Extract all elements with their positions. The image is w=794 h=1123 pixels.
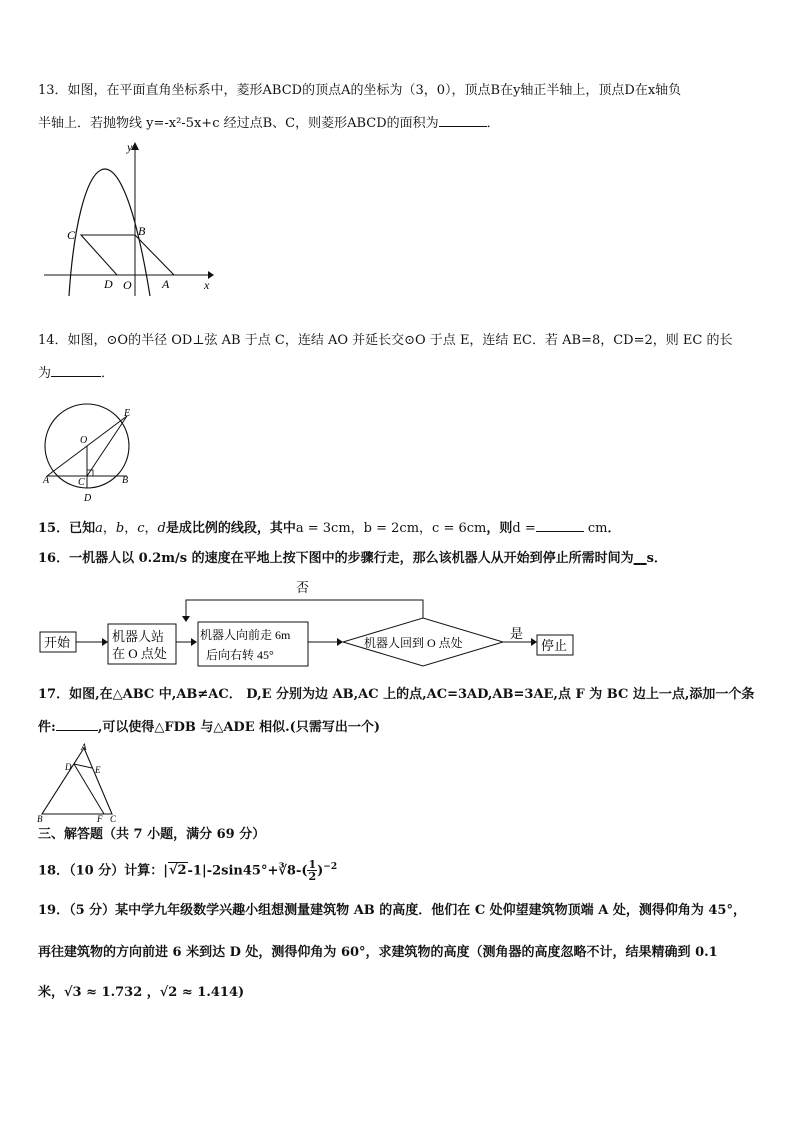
q15-text-1: 15．已知 bbox=[38, 521, 96, 536]
flow-box-2-line1: 机器人向前走 6m bbox=[200, 628, 291, 642]
q18-line bbox=[38, 852, 337, 882]
q16-answer-blank: __ bbox=[633, 551, 647, 566]
flow-no-label: 否 bbox=[296, 580, 310, 595]
flow-box-1-line2: 在 O 点处 bbox=[112, 646, 167, 661]
q13-answer-blank bbox=[439, 114, 487, 127]
section-3-heading: 三、解答题（共 7 小题，满分 69 分） bbox=[38, 827, 266, 842]
q17-label-e: E bbox=[95, 765, 101, 775]
q17-line2-text: ,可以使得△FDB 与△ADE 相似.(只需写出一个) bbox=[97, 720, 380, 735]
q17-label-c: C bbox=[110, 814, 117, 824]
q13-line2-end: ． bbox=[486, 116, 500, 131]
q17-answer-blank bbox=[56, 718, 98, 731]
q13-figure bbox=[38, 138, 218, 298]
q15-end: ． bbox=[607, 521, 621, 536]
q18-text-1: 18．（10 分）计算：| bbox=[38, 863, 168, 879]
q13-label-x: x bbox=[204, 278, 210, 292]
q15-sep-1: ， bbox=[102, 521, 116, 536]
q19-line2: 再往建筑物的方向前进 6 米到达 D 处，测得仰角为 60°，求建筑物的高度（测角器的高度忽略不计，结果精确到 0.1 bbox=[38, 945, 718, 960]
q15-eq-c: c = 6cm bbox=[432, 521, 487, 536]
q17-line2-start: 件: bbox=[38, 720, 56, 735]
q15-sep-2: ， bbox=[124, 521, 138, 536]
q15-line bbox=[38, 519, 621, 538]
q15-sep-5: ， bbox=[419, 521, 433, 536]
q14-label-d: D bbox=[84, 493, 92, 504]
q13-label-a: A bbox=[162, 277, 170, 291]
q16-text: 16．一机器人以 0.2m/s 的速度在平地上按下图中的步骤行走，那么该机器人从开始到停止所需时间为 bbox=[38, 551, 634, 566]
q19-line3: 米，√3 ≈ 1.732 ，√2 ≈ 1.414) bbox=[38, 985, 245, 1000]
q18-fraction bbox=[307, 859, 317, 882]
q14-answer-blank bbox=[51, 364, 101, 377]
q13-line1: 13．如图，在平面直角坐标系中，菱形ABCD的顶点A的坐标为（3，0），顶点B在y轴正半轴上，顶点D在x轴负 bbox=[38, 83, 682, 98]
q15-text-3: ，则 bbox=[486, 521, 513, 536]
q14-line2-text: 为 bbox=[38, 366, 52, 381]
q15-unit: cm bbox=[587, 521, 608, 536]
q15-text-2: 是成比例的线段，其中 bbox=[165, 521, 296, 536]
q16-unit: s． bbox=[646, 551, 667, 566]
flow-start-label: 开始 bbox=[44, 635, 71, 650]
q19-line1: 19．（5 分）某中学九年级数学兴趣小组想测量建筑物 AB 的高度．他们在 C 处仰望建筑物顶端 A 处，测得仰角为 45°， bbox=[38, 903, 746, 918]
q13-label-o: O bbox=[123, 278, 132, 292]
q18-frac-num: 1 bbox=[308, 858, 317, 872]
q17-line2 bbox=[38, 718, 380, 737]
q15-var-a: a bbox=[95, 521, 103, 536]
q13-label-c: C bbox=[67, 228, 76, 242]
q17-label-a: A bbox=[81, 742, 87, 752]
q15-eq-a: a = 3cm bbox=[295, 521, 351, 536]
q18-text-4: ) bbox=[317, 863, 324, 879]
q15-var-b: b bbox=[115, 521, 125, 536]
q18-text-3: -( bbox=[295, 863, 308, 879]
q17-label-b: B bbox=[37, 814, 43, 824]
q17-label-d: D bbox=[65, 762, 72, 772]
q16-flowchart bbox=[38, 578, 578, 678]
q14-line1: 14．如图，⊙O的半径 OD⊥弦 AB 于点 C，连结 AO 并延长交⊙O 于点 E，连结 EC．若 AB=8，CD=2，则 EC 的长 bbox=[38, 333, 733, 348]
q14-line2-end: ． bbox=[101, 366, 115, 381]
flow-stop-label: 停止 bbox=[541, 638, 568, 653]
q17-line1: 17．如图,在△ABC 中,AB≠AC． D,E 分别为边 AB,AC 上的点,AC=3AD,AB=3AE,点 F 为 BC 边上一点,添加一个条 bbox=[38, 687, 755, 702]
q16-line bbox=[38, 550, 667, 568]
q14-line2 bbox=[38, 364, 114, 383]
q14-label-o: O bbox=[80, 435, 88, 446]
q14-label-c: C bbox=[78, 477, 85, 488]
q15-answer-blank bbox=[536, 519, 584, 532]
q13-label-b: B bbox=[138, 224, 146, 238]
flow-decision-label: 机器人回到 O 点处 bbox=[364, 636, 463, 650]
q14-label-e: E bbox=[124, 408, 131, 419]
flow-yes-label: 是 bbox=[510, 626, 524, 641]
q18-frac-den: 2 bbox=[308, 870, 317, 884]
q15-var-d: d bbox=[157, 521, 166, 536]
q15-sep-3: ， bbox=[144, 521, 158, 536]
q18-sqrt2: √2 bbox=[168, 863, 187, 879]
q13-line2 bbox=[38, 114, 500, 133]
q18-text-2: -1|-2sin45°+ bbox=[187, 863, 279, 879]
q13-label-d: D bbox=[104, 277, 113, 291]
q14-label-b: B bbox=[122, 475, 129, 486]
q14-figure bbox=[38, 402, 148, 506]
q15-eq-d: d = bbox=[512, 521, 536, 536]
q18-exponent: −2 bbox=[323, 862, 338, 872]
q17-label-f: F bbox=[97, 814, 103, 824]
q15-sep-4: ， bbox=[350, 521, 364, 536]
q17-figure bbox=[36, 742, 126, 824]
q18-cbrt8: ∛8 bbox=[278, 863, 296, 879]
q13-line2-text: 半轴上．若抛物线 y=-x²-5x+c 经过点B、C，则菱形ABCD的面积为 bbox=[38, 116, 439, 131]
flow-box-1-line1: 机器人站 bbox=[112, 629, 165, 644]
q15-var-c: c bbox=[137, 521, 145, 536]
q14-label-a: A bbox=[43, 475, 50, 486]
flow-box-2-line2: 后向右转 45° bbox=[206, 648, 274, 662]
q13-label-y: y bbox=[127, 140, 133, 154]
q15-eq-b: b = 2cm bbox=[363, 521, 420, 536]
